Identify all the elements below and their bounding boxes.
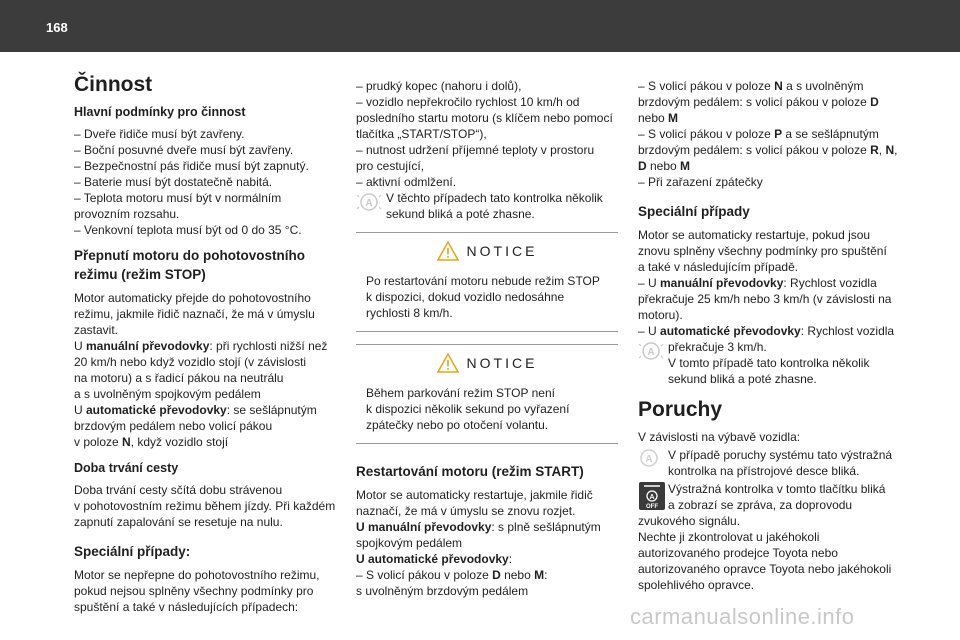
text-span: a s uvolněným: [782, 79, 864, 93]
auto-stop-indicator-note: [638, 339, 908, 387]
bold-term: N: [774, 79, 783, 93]
stop-mode-heading: [74, 246, 342, 284]
special-cases-heading: Speciální případy:: [74, 544, 191, 559]
list-item: pro cestující,: [356, 159, 425, 173]
trip-duration-text: [74, 482, 342, 530]
auto-stop-indicator-note: [356, 190, 618, 222]
text-span: brzdovým pedálem: s volicí pákou v poloze: [638, 143, 871, 157]
text-line: [638, 78, 908, 94]
text-line: překračuje 25 km/h nebo 3 km/h (v závislosti na: [638, 292, 892, 306]
text-span: a se sešlápnutým: [782, 127, 879, 141]
notice-label: NOTICE: [466, 355, 538, 371]
text-line: Motor se automaticky restartuje, pokud jsou: [638, 228, 871, 242]
restart-conditions: [638, 78, 908, 190]
bold-term: R: [870, 143, 879, 157]
text-span: : s plně sešlápnutým: [491, 520, 601, 534]
text-line: k dispozici, dokud vozidlo nedosáhne: [366, 290, 565, 304]
text-line: zapnutí zapalování se resetuje na nulu.: [74, 515, 283, 529]
heading-line: režimu (režim STOP): [74, 267, 206, 282]
text-line: [74, 402, 342, 418]
text-line: motoru).: [638, 308, 683, 322]
icon-text: [668, 447, 908, 479]
text-line: V případě poruchy systému tato výstražná: [668, 448, 893, 462]
text-line: Nechte ji zkontrolovat u jakéhokoli: [638, 530, 820, 544]
text-line: [638, 126, 908, 142]
bold-term: D: [492, 568, 501, 582]
text-line: rychlosti 8 km/h.: [366, 306, 453, 320]
text-line: režimu, jakmile řidič naznačí, že má v úmyslu: [74, 307, 315, 321]
text-line: [638, 158, 908, 174]
text-span: – U: [638, 324, 661, 338]
text-line: zastavit.: [74, 323, 119, 337]
list-item: – vozidlo nepřekročilo rychlost 10 km/h od: [356, 95, 580, 109]
text-line: v pohotovostním režimu během jízdy. Při každém: [74, 499, 336, 513]
text-line: kontrolka na přístrojové desce bliká.: [668, 464, 860, 478]
text-line: [638, 94, 908, 110]
restart-text: [356, 487, 618, 599]
text-line: [74, 434, 342, 450]
text-span: – U: [638, 276, 661, 290]
text-line: Motor se nepřepne do pohotovostního režimu,: [74, 568, 320, 582]
list-item: posledního startu motoru (s klíčem nebo pomocí: [356, 111, 613, 125]
text-line: sekund bliká a poté zhasne.: [668, 372, 817, 386]
warning-triangle-icon: [437, 241, 459, 261]
list-item: tlačítka „START/STOP“),: [356, 127, 487, 141]
text-line: Motor automaticky přejde do pohotovostního: [74, 291, 311, 305]
bold-term: manuální převodovky: [86, 339, 210, 353]
text-line: [356, 567, 618, 583]
notice-box: [356, 232, 618, 332]
heading-line: Přepnutí motoru do pohotovostního: [74, 248, 305, 263]
list-item: provozním rozsahu.: [74, 207, 180, 221]
icon-text: [668, 339, 908, 387]
text-line: na motoru) a s řadicí pákou na neutrálu: [74, 371, 284, 385]
text-line: [356, 551, 618, 567]
icon-text: [668, 481, 908, 513]
text-line: sekund bliká a poté zhasne.: [386, 207, 535, 221]
text-span: : Rychlost vozidla: [800, 324, 895, 338]
bold-term: automatické převodovky: [660, 324, 801, 338]
text-line: naznačí, že má v úmyslu se znovu rozjet.: [356, 504, 576, 518]
off-label: OFF: [646, 504, 658, 510]
text-line: spuštění a také v následujících případech:: [74, 600, 299, 614]
text-line: a zobrazí se zpráva, za doprovodu: [668, 498, 853, 512]
text-line: překračuje 3 km/h.: [668, 340, 767, 354]
conditions-list: [356, 78, 618, 190]
text-span: nebo: [500, 568, 535, 582]
notice-label: NOTICE: [466, 243, 538, 259]
text-line: [638, 110, 908, 126]
fault-indicator-note: [638, 447, 908, 479]
list-item: – aktivní odmlžení.: [356, 175, 457, 189]
restart-heading: Restartování motoru (režim START): [356, 464, 584, 479]
list-item: – Baterie musí být dostatečně nabitá.: [74, 175, 273, 189]
text-line: [638, 323, 908, 339]
main-conditions-list: [74, 126, 342, 238]
text-span: :: [508, 552, 513, 566]
bold-term: N: [885, 143, 895, 157]
text-span: :: [544, 568, 548, 582]
text-line: [356, 519, 618, 535]
section-title-cinnost: Činnost: [74, 73, 153, 96]
faults-tail: [638, 513, 908, 593]
list-item: – prudký kopec (nahoru i dolů),: [356, 79, 522, 93]
special-cases-text: [74, 567, 342, 615]
text-line: autorizovaného opravce Toyota nebo jakéhokoli: [638, 562, 892, 576]
bold-term: U automatické převodovky: [356, 552, 509, 566]
text-line: s uvolněným brzdovým pedálem: [356, 584, 529, 598]
text-line: brzdovým pedálem nebo volicí pákou: [74, 419, 273, 433]
text-span: : při rychlosti nižší než: [209, 339, 328, 353]
text-line: Po restartování motoru nebude režim STOP: [366, 274, 600, 288]
watermark: carmanualsonline.info: [630, 604, 855, 629]
stop-start-off-button-icon: [638, 481, 668, 510]
bold-term: N: [122, 435, 131, 449]
text-span: brzdovým pedálem: s volicí pákou v poloze: [638, 95, 871, 109]
bold-term: M: [668, 111, 679, 125]
auto-stop-warning-icon: [356, 190, 386, 216]
bold-term: U manuální převodovky: [356, 520, 492, 534]
text-span: v poloze: [74, 435, 123, 449]
text-line: autorizovaného prodejce Toyota nebo: [638, 546, 838, 560]
text-line: Během parkování režim STOP není: [366, 386, 555, 400]
fault-warning-icon: [638, 447, 668, 473]
column-2: [356, 78, 618, 606]
warning-triangle-icon: [437, 353, 459, 373]
bold-term: M: [534, 568, 545, 582]
text-span: – S volicí pákou v poloze: [638, 79, 775, 93]
text-span: nebo: [646, 159, 681, 173]
text-line: – Při zařazení zpátečky: [638, 175, 763, 189]
text-span: : se sešlápnutým: [226, 403, 317, 417]
list-item: – nutnost udržení příjemné teploty v prostoru: [356, 143, 595, 157]
svg-text:A: A: [365, 198, 373, 209]
column-1: [74, 66, 342, 622]
text-line: Doba trvání cesty sčítá dobu strávenou: [74, 483, 283, 497]
text-line: k dispozici několik sekund po vyřazení: [366, 402, 570, 416]
main-conditions-heading: Hlavní podmínky pro činnost: [74, 105, 246, 119]
text-span: U: [74, 403, 86, 417]
trip-duration-heading: Doba trvání cesty: [74, 461, 179, 475]
bold-term: manuální převodovky: [660, 276, 784, 290]
faults-title: Poruchy: [638, 398, 723, 421]
off-button-note: [638, 481, 908, 513]
text-span: ,: [894, 143, 898, 157]
text-span: ,: [878, 143, 886, 157]
list-item: – Dveře řidiče musí být zavřeny.: [74, 127, 245, 141]
list-item: – Teplota motoru musí být v normálním: [74, 191, 282, 205]
bold-term: M: [680, 159, 691, 173]
list-item: – Venkovní teplota musí být od 0 do 35 °C.: [74, 223, 302, 237]
svg-text:A: A: [647, 347, 655, 358]
stop-mode-text: [74, 290, 342, 450]
page-number: 168: [46, 20, 68, 35]
svg-text:A: A: [649, 494, 655, 501]
text-span: – S volicí pákou v poloze: [638, 127, 775, 141]
text-line: [74, 338, 342, 354]
text-span: – S volicí pákou v poloze: [356, 568, 493, 582]
text-span: : Rychlost vozidla: [783, 276, 877, 290]
faults-intro: V závislosti na výbavě vozidla:: [638, 430, 801, 444]
bold-term: D: [638, 159, 647, 173]
page-header: [0, 0, 960, 52]
bold-term: D: [870, 95, 879, 109]
icon-text: [386, 190, 618, 222]
notice-box: [356, 344, 618, 444]
text-line: zvukového signálu.: [638, 514, 741, 528]
special-cases-text: [638, 227, 908, 339]
text-line: pokud nejsou splněny všechny podmínky pro: [74, 584, 314, 598]
text-line: [638, 142, 908, 158]
text-span: , když vozidlo stojí: [130, 435, 229, 449]
text-line: Motor se automaticky restartuje, jakmile řidič: [356, 488, 593, 502]
text-span: U: [74, 339, 86, 353]
text-line: [638, 275, 908, 291]
column-3: [638, 78, 908, 600]
text-line: V tomto případě tato kontrolka několik: [668, 356, 870, 370]
text-line: spolehlivého opravce.: [638, 578, 755, 592]
text-line: V těchto případech tato kontrolka několik: [386, 191, 603, 205]
notice-title: [366, 241, 608, 261]
auto-stop-warning-icon: [638, 339, 668, 365]
text-line: Výstražná kontrolka v tomto tlačítku bliká: [668, 482, 886, 496]
special-cases-heading: Speciální případy: [638, 204, 750, 219]
notice-title: [366, 353, 608, 373]
text-line: znovu splněny všechny podmínky pro spuštění: [638, 244, 887, 258]
text-line: spojkovým pedálem: [356, 536, 463, 550]
bold-term: P: [774, 127, 783, 141]
list-item: – Boční posuvné dveře musí být zavřeny.: [74, 143, 294, 157]
list-item: – Bezpečnostní pás řidiče musí být zapnutý.: [74, 159, 309, 173]
text-line: a s uvolněným spojkovým pedálem: [74, 387, 261, 401]
text-line: zpátečky nebo po otočení volantu.: [366, 418, 549, 432]
bold-term: automatické převodovky: [86, 403, 227, 417]
svg-text:A: A: [645, 454, 653, 465]
text-span: nebo: [638, 111, 669, 125]
text-line: 20 km/h nebo když vozidlo stojí (v závislosti: [74, 355, 307, 369]
text-line: a také v následujícím případě.: [638, 260, 799, 274]
